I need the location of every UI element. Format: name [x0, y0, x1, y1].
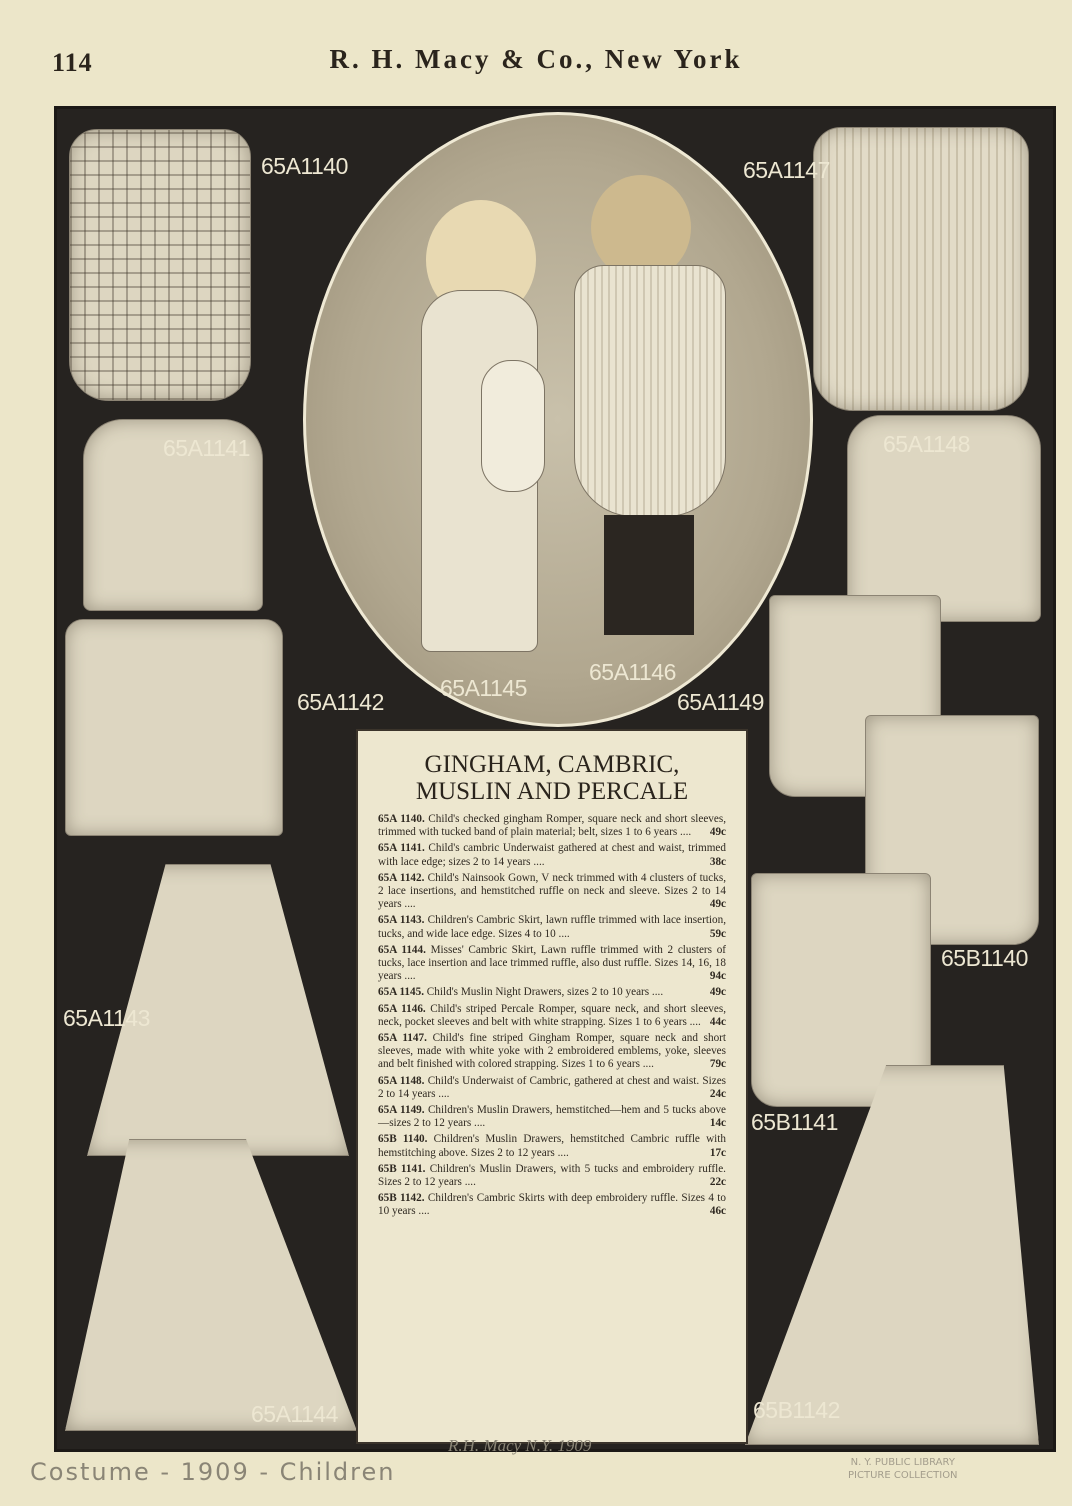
entry-description: Child's checked gingham Romper, square neck and short sleeves, trimmed with tucked band of plain material; belt, sizes 1 to 6 years: [378, 813, 727, 839]
catalog-entry: 65A 1144. Misses' Cambric Skirt, Lawn ruffle trimmed with 2 clusters of tucks, lace insertion and lace trimmed ruffle, also dust ruffle. Sizes 14, 16, 18 years .... 94c: [378, 943, 727, 983]
entry-code: 65A 1148.: [378, 1074, 425, 1087]
entry-price: 49c: [709, 986, 726, 999]
catalog-entry: 65B 1141. Children's Muslin Drawers, with 5 tucks and embroidery ruffle. Sizes 2 to 12 years .... 22c: [378, 1162, 726, 1189]
entry-code: 65B 1140.: [378, 1133, 428, 1146]
entry-description: Child's Underwaist of Cambric, gathered at chest and waist. Sizes 2 to 14 years: [378, 1074, 727, 1100]
catalog-description-box: [356, 729, 748, 1444]
children-portrait-oval: [303, 112, 813, 727]
label-65b1141: 65B1141: [751, 1109, 838, 1135]
catalog-entry: 65A 1143. Children's Cambric Skirt, lawn ruffle trimmed with lace insertion, tucks, and wide lace edge. Sizes 4 to 10 .... 59c: [378, 914, 727, 940]
teddy-bear-figure: [481, 360, 545, 492]
catalog-title-line1: GINGHAM, CAMBRIC,: [424, 751, 680, 778]
entry-code: 65A 1144.: [378, 943, 426, 956]
entry-description: Misses' Cambric Skirt, Lawn ruffle trimmed with 2 clusters of tucks, lace insertion and lace trimmed ruffle, also dust ruffle. Sizes 14, 16, 18 years: [378, 943, 727, 983]
entry-price: 44c: [709, 1015, 726, 1028]
handwritten-caption: Costume - 1909 - Children: [30, 1458, 396, 1486]
entry-price: 14c: [709, 1117, 726, 1130]
catalog-entry: 65A 1142. Child's Nainsook Gown, V neck trimmed with 4 clusters of tucks, 2 lace insertions, and hemstitched ruffle on neck and sleeve. Sizes 2 to 14 years .... 49c: [378, 871, 726, 911]
entry-price: 46c: [709, 1205, 726, 1218]
skirt-65a1144-illustration: [65, 1139, 357, 1431]
entry-price: 49c: [709, 826, 726, 839]
label-65a1144: 65A1144: [251, 1401, 338, 1427]
catalog-title: [378, 751, 726, 805]
entry-description: Children's Muslin Drawers, hemstitched—hem and 5 tucks above—sizes 2 to 12 years: [378, 1104, 727, 1130]
entry-description: Children's Cambric Skirts with deep embroidery ruffle. Sizes 4 to 10 years: [378, 1192, 726, 1218]
entry-price: 94c: [709, 970, 726, 983]
label-65b1140: 65B1140: [941, 945, 1028, 971]
entry-price: 59c: [709, 927, 726, 940]
entry-description: Child's Muslin Night Drawers, sizes 2 to 10 years: [426, 986, 650, 999]
entry-description: Children's Cambric Skirt, lawn ruffle trimmed with lace insertion, tucks, and wide lace edge. Sizes 4 to 10: [378, 914, 727, 940]
catalog-entry: 65A 1141. Child's cambric Underwaist gathered at chest and waist, trimmed with lace edge; sizes 2 to 14 years .... 38c: [378, 842, 726, 868]
catalog-entries: [378, 813, 726, 1219]
label-65a1143: 65A1143: [63, 1005, 150, 1031]
entry-description: Child's Nainsook Gown, V neck trimmed with 4 clusters of tucks, 2 lace insertions, and hemstitched ruffle on neck and sleeve. Sizes 2 to 14 years: [378, 871, 726, 911]
page-number: 114: [52, 48, 93, 77]
entry-code: 65A 1140.: [378, 813, 425, 825]
entry-code: 65A 1141.: [378, 842, 425, 855]
catalog-entry: 65A 1149. Children's Muslin Drawers, hemstitched—hem and 5 tucks above—sizes 2 to 12 years .... 14c: [378, 1104, 727, 1130]
entry-code: 65A 1149.: [378, 1104, 425, 1117]
entry-description: Children's Muslin Drawers, with 5 tucks and embroidery ruffle. Sizes 2 to 12 years: [378, 1162, 726, 1189]
entry-price: 24c: [709, 1087, 726, 1100]
catalog-entry: 65B 1140. Children's Muslin Drawers, hemstitched Cambric ruffle with hemstitching above. Sizes 2 to 12 years .... 17c: [378, 1133, 726, 1159]
label-65a1148: 65A1148: [883, 431, 970, 457]
entry-price: 79c: [709, 1058, 726, 1071]
catalog-entry: 65A 1147. Child's fine striped Gingham Romper, square neck and short sleeves, made with white yoke with 2 embroidered emblems, yoke, sleeves and belt finished with colored strapping. Sizes 1 to 6 years .... 79c: [378, 1032, 727, 1071]
catalog-entry: 65B 1142. Children's Cambric Skirts with deep embroidery ruffle. Sizes 4 to 10 years .... 46c: [378, 1192, 726, 1218]
romper-65a1140-illustration: [69, 129, 251, 401]
entry-description: Child's fine striped Gingham Romper, square neck and short sleeves, made with white yoke with 2 embroidered emblems, yoke, sleeves and belt finished with colored strapping. Sizes 1 to 6 years: [378, 1032, 727, 1071]
stamp-line-1: N. Y. PUBLIC LIBRARY: [850, 1457, 955, 1468]
catalog-title-line2: MUSLIN AND PERCALE: [415, 778, 689, 805]
entry-code: 65B 1141.: [378, 1162, 426, 1175]
entry-description: Children's Muslin Drawers, hemstitched Cambric ruffle with hemstitching above. Sizes 2 to 12 years: [378, 1133, 726, 1159]
page-header: R. H. Macy & Co., New York: [329, 44, 743, 74]
label-65a1146: 65A1146: [589, 659, 676, 685]
entry-code: 65B 1142.: [378, 1192, 425, 1205]
stamp-line-2: PICTURE COLLECTION: [848, 1470, 958, 1481]
catalog-entry: 65A 1140. Child's checked gingham Romper, square neck and short sleeves, trimmed with tucked band of plain material; belt, sizes 1 to 6 years .... 49c: [378, 813, 727, 839]
label-65a1141: 65A1141: [163, 435, 250, 461]
entry-price: 22c: [709, 1176, 726, 1189]
romper-65a1147-illustration: [813, 127, 1029, 411]
entry-code: 65A 1143.: [378, 914, 425, 927]
handwritten-signature: R.H. Macy N.Y. 1909: [448, 1436, 592, 1455]
entry-code: 65A 1145.: [378, 986, 424, 999]
label-65a1147: 65A1147: [743, 157, 830, 183]
illustration-plate: [54, 106, 1056, 1452]
entry-price: 17c: [709, 1146, 726, 1159]
boy-stockings: [604, 515, 694, 635]
entry-price: 49c: [709, 898, 726, 911]
gown-65a1142-illustration: [65, 619, 283, 836]
entry-description: Child's cambric Underwaist gathered at chest and waist, trimmed with lace edge; sizes 2 to 14 years: [378, 842, 726, 868]
label-65a1142: 65A1142: [297, 689, 384, 715]
catalog-entry: 65A 1145. Child's Muslin Night Drawers, sizes 2 to 10 years .... 49c: [378, 986, 726, 999]
boy-romper-figure: [574, 265, 726, 517]
label-65a1149: 65A1149: [677, 689, 764, 715]
catalog-entry: 65A 1148. Child's Underwaist of Cambric, gathered at chest and waist. Sizes 2 to 14 years .... 24c: [378, 1074, 727, 1100]
entry-code: 65A 1142.: [378, 871, 425, 884]
entry-code: 65A 1147.: [378, 1032, 427, 1045]
entry-price: 38c: [709, 855, 726, 868]
entry-code: 65A 1146.: [378, 1002, 426, 1015]
library-stamp: [848, 1456, 958, 1482]
label-65a1140: 65A1140: [261, 153, 348, 179]
catalog-entry: 65A 1146. Child's striped Percale Romper, square neck, and short sleeves, neck, pocket sleeves and belt with white strapping. Sizes 1 to 6 years .... 44c: [378, 1002, 727, 1028]
label-65b1142: 65B1142: [753, 1397, 840, 1423]
entry-description: Child's striped Percale Romper, square neck, and short sleeves, neck, pocket sleeves and belt with white strapping. Sizes 1 to 6 years: [378, 1002, 727, 1028]
label-65a1145: 65A1145: [440, 675, 527, 701]
